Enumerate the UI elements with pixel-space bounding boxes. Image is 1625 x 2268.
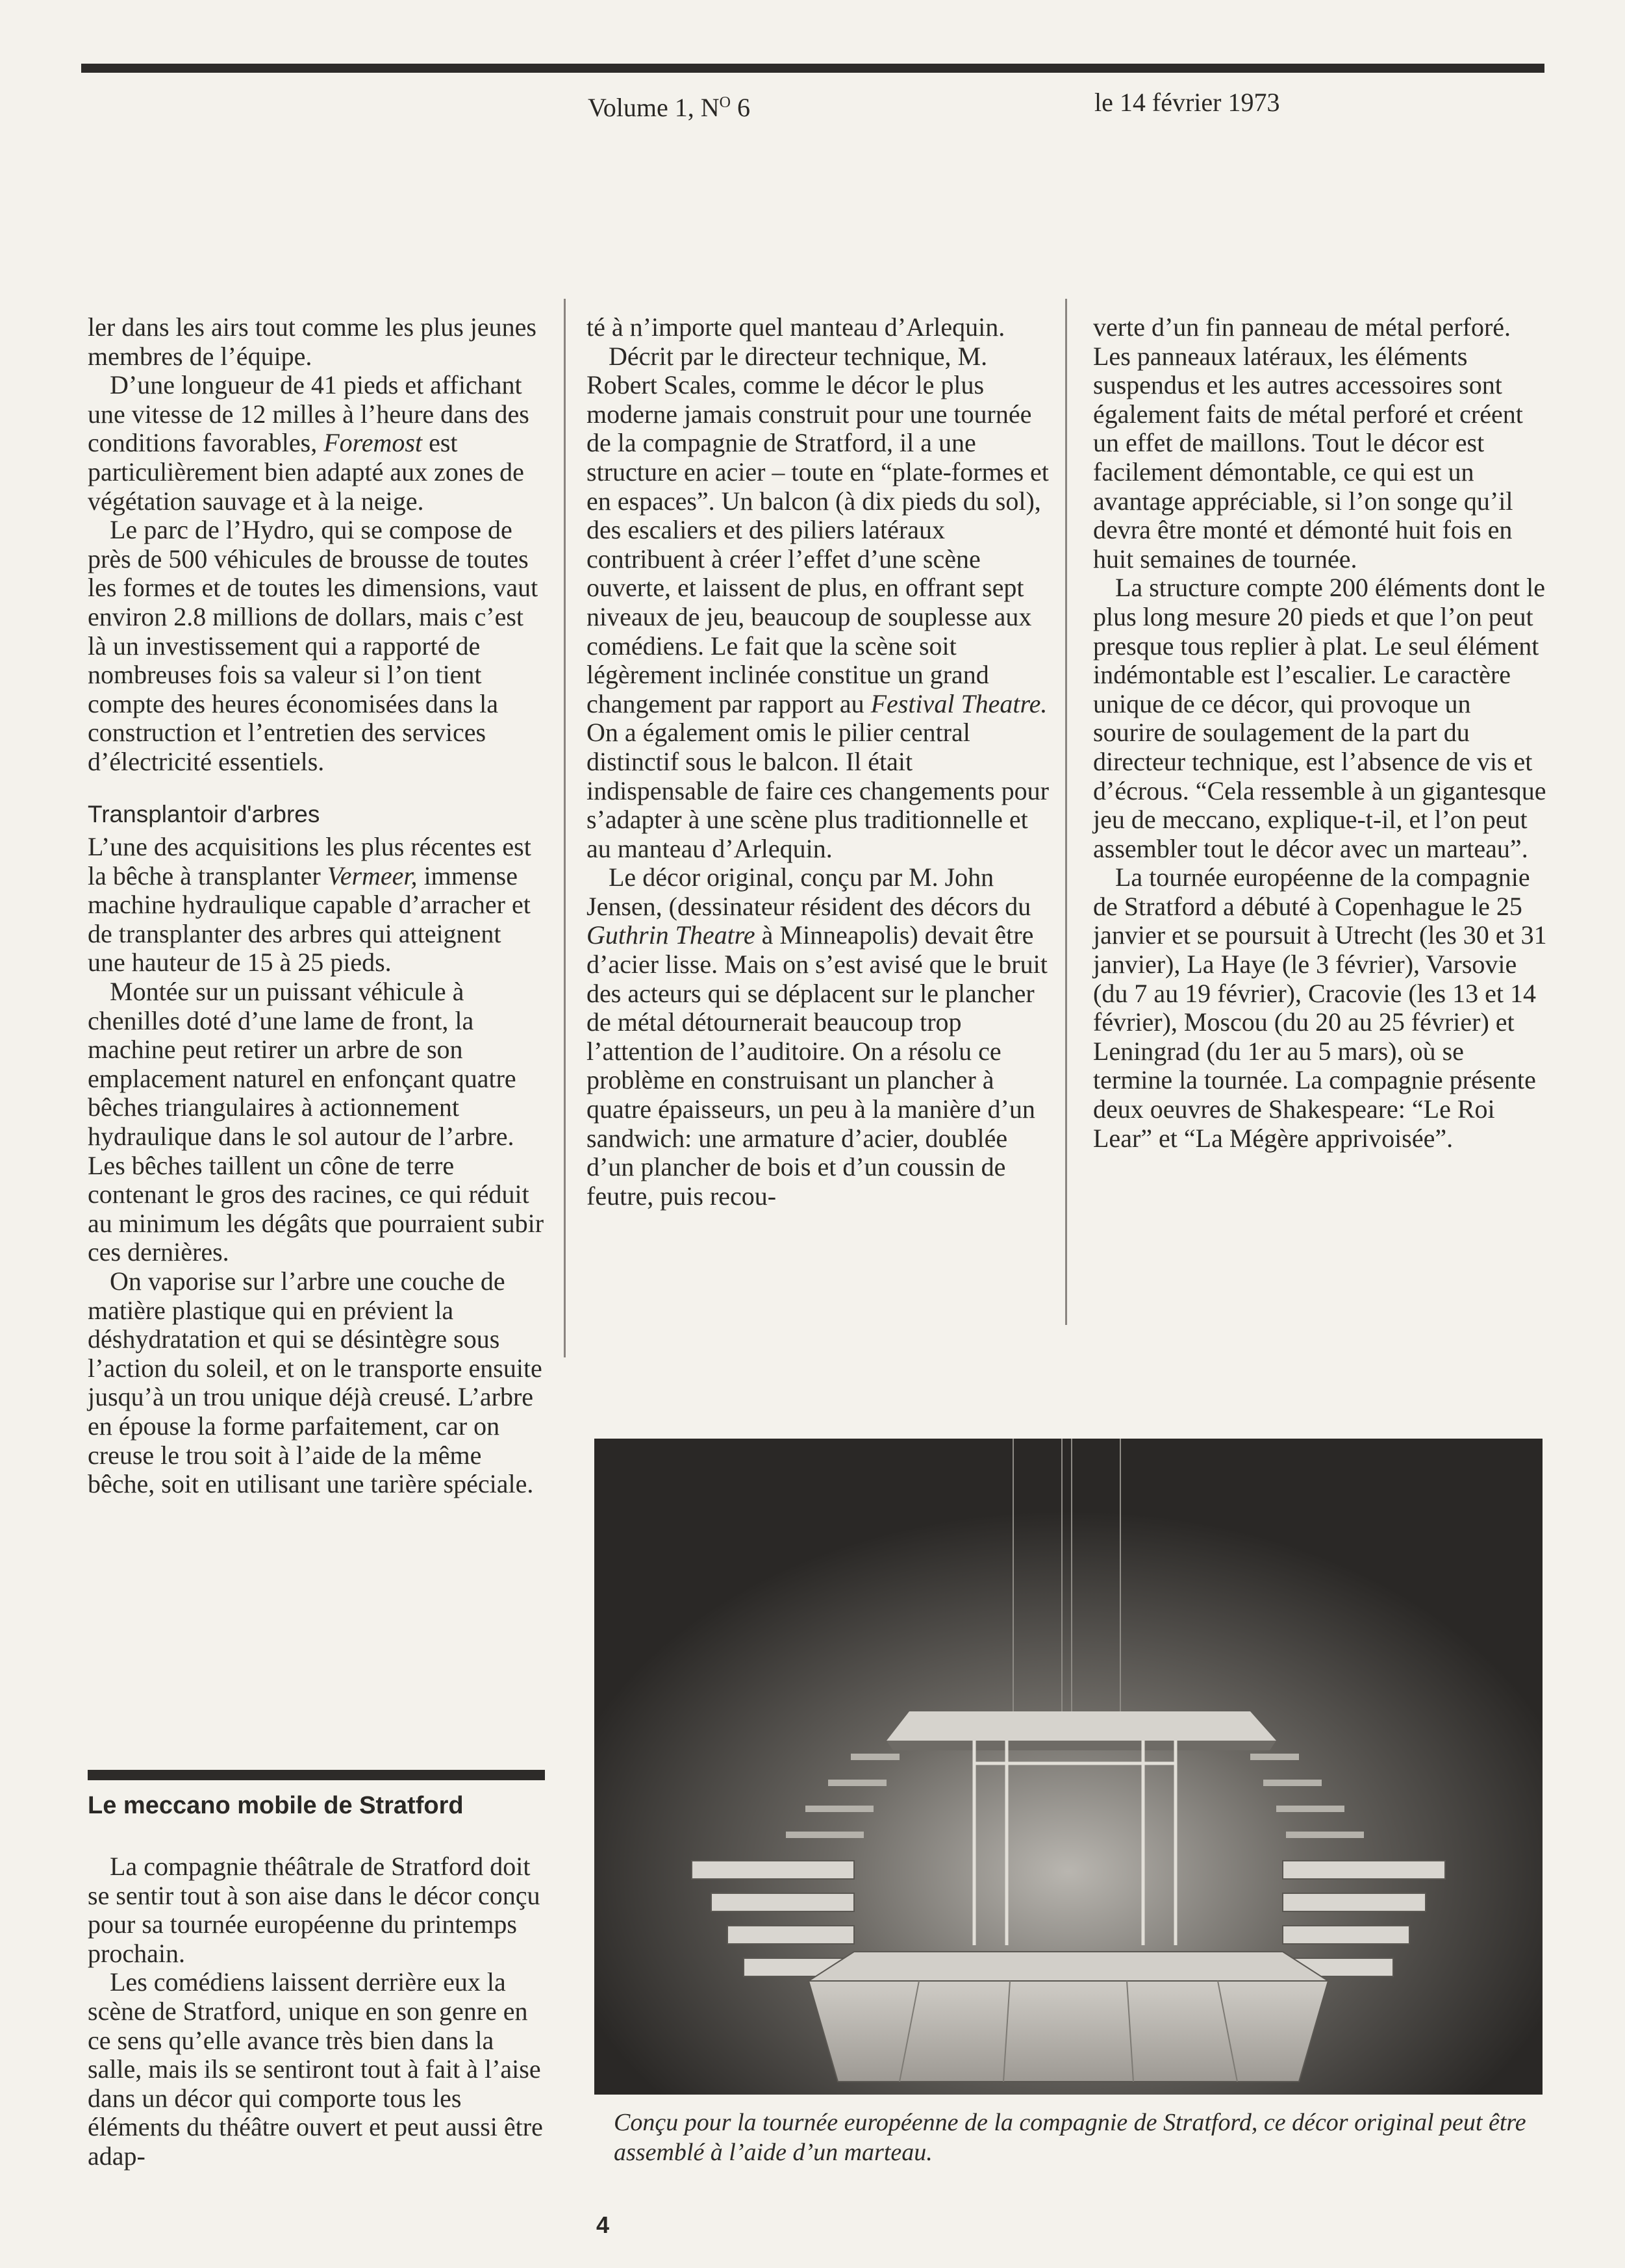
section-body	[88, 1852, 545, 2171]
photo-caption: Conçu pour la tournée européenne de la compagnie de Stratford, ce décor original peut être assemblé à l’aide d’un marteau.	[614, 2109, 1526, 2166]
paragraph: La structure compte 200 éléments dont le plus long mesure 20 pieds et que l’on peut presque tous replier à plat. Le seul élément indémontable est l’escalier. Le caractère unique de ce décor, qui provoque un sourire de soulagement de la part du directeur technique, est l’absence de vis et d’écrous. “Cela ressemble à un gigantesque jeu de meccano, explique-t-il, et l’on peut assembler tout le décor avec un marteau”.	[1093, 573, 1546, 863]
issue-date: le 14 février 1973	[1094, 88, 1280, 117]
issue-volume: Volume 1, $N^O$ 6	[588, 93, 750, 122]
paragraph: La tournée européenne de la compagnie de Stratford a débuté à Copenhague le 25 janvier et se poursuit à Utrecht (les 30 et 31 janvier), La Haye (le 3 février), Varsovie (du 7 au 19 février), Cracovie (les 13 et 14 février), Moscou (du 20 au 25 février) et Leningrad (du 1er au 5 mars), où se termine la tournée. La compagnie présente deux oeuvres de Shakespeare: “Le Roi Lear” et “La Mégère apprivoisée”.	[1093, 863, 1547, 1153]
column-3	[1093, 313, 1548, 1153]
paragraph: La compagnie théâtrale de Stratford doit se sentir tout à son aise dans le décor conçu pour sa tournée européenne du printemps prochain.	[88, 1852, 540, 1968]
paragraph: On vaporise sur l’arbre une couche de matière plastique qui en prévient la déshydratation et qui se désintègre sous l’action du soleil, et on le transporte ensuite jusqu’à un trou unique déjà creusé. L’arbre en épouse la forme parfaitement, car on creuse le trou soit à l’aide de la même bêche, soit en utilisant une tarière spéciale.	[88, 1266, 542, 1499]
paragraph: L’une des acquisitions les plus récentes est la bêche à transplanter Vermeer, immense machine hydraulique capable d’arracher et de transplanter des arbres qui atteignent une hauteur de 15 à 25 pieds.	[88, 832, 531, 977]
paragraph: verte d’un fin panneau de métal perforé. Les panneaux latéraux, les éléments suspendus et les autres accessoires sont également faits de métal perforé et créent un effet de maillons. Tout le décor est facilement démontable, ce qui est un avantage appréciable, si l’on songe qu’il devra être monté et démonté huit fois en huit semaines de tournée.	[1093, 312, 1523, 573]
column-1	[88, 313, 545, 1499]
paragraph: Les comédiens laissent derrière eux la scène de Stratford, unique en son genre en ce sens qu’elle avance très bien dans la salle, mais ils se sentiront tout à fait à l’aise dans un décor qui comporte tous les éléments du théâtre ouvert et peut aussi être adap-	[88, 1967, 543, 2171]
paragraph: Le parc de l’Hydro, qui se compose de près de 500 véhicules de brousse de toutes les formes et de toutes les dimensions, vaut environ 2.8 millions de dollars, mais c’est là un investissement qui a rapporté de nombreuses fois sa valeur si l’on tient compte des heures économisées dans la construction et l’entretien des services d’électricité essentiels.	[88, 515, 538, 776]
stage-set-photo	[594, 1439, 1543, 2095]
column-rule	[1065, 299, 1067, 1325]
subheading: Transplantoir d'arbres	[88, 800, 320, 827]
column-2	[586, 313, 1049, 1211]
page-number: 4	[596, 2211, 610, 2238]
paragraph: Le décor original, conçu par M. John Jensen, (dessinateur résident des décors du Guthrin Theatre à Minneapolis) devait être d’acier lisse. Mais on s’est avisé que le bruit des acteurs qui se déplacent sur le plancher de métal détournerait beaucoup trop l’attention de l’auditoire. On a résolu ce problème en construisant un plancher à quatre épaisseurs, un peu à la manière d’un sandwich: une armature d’acier, doublée d’un plancher de bois et d’un coussin de feutre, puis recou-	[586, 863, 1048, 1211]
paragraph: D’une longueur de 41 pieds et affichant une vitesse de 12 milles à l’heure dans des conditions favorables, Foremost est particulièrement bien adapté aux zones de végétation sauvage et à la neige.	[88, 370, 529, 516]
paragraph: Décrit par le directeur technique, M. Robert Scales, comme le décor le plus moderne jamais construit pour une tournée de la compagnie de Stratford, il a une structure en acier – toute en “plate-formes et en espaces”. Un balcon (à dix pieds du sol), des escaliers et des piliers latéraux contribuent à créer l’effet d’une scène ouverte, et laissent de plus, en offrant sept niveaux de jeu, beaucoup de souplesse aux comédiens. Le fait que la scène soit légèrement inclinée constitue un grand changement par rapport au Festival Theatre. On a également omis le pilier central distinctif sous le balcon. Il était indispensable de faire ces changements pour s’adapter à une scène plus traditionnelle et au manteau d’Arlequin.	[586, 341, 1049, 863]
top-rule	[81, 64, 1544, 73]
section-title: Le meccano mobile de Stratford	[88, 1792, 464, 1819]
paragraph: ler dans les airs tout comme les plus jeunes membres de l’équipe.	[88, 312, 536, 371]
section-rule	[88, 1770, 545, 1780]
column-rule	[564, 299, 566, 1357]
paragraph: Montée sur un puissant véhicule à chenilles doté d’une lame de front, la machine peut retirer un arbre de son emplacement naturel en enfonçant quatre bêches triangulaires à actionnement hydraulique dans le sol autour de l’arbre. Les bêches taillent un cône de terre contenant le gros des racines, ce qui réduit au minimum les dégâts que pourraient subir ces dernières.	[88, 977, 544, 1267]
paragraph: té à n’importe quel manteau d’Arlequin.	[586, 312, 1005, 342]
